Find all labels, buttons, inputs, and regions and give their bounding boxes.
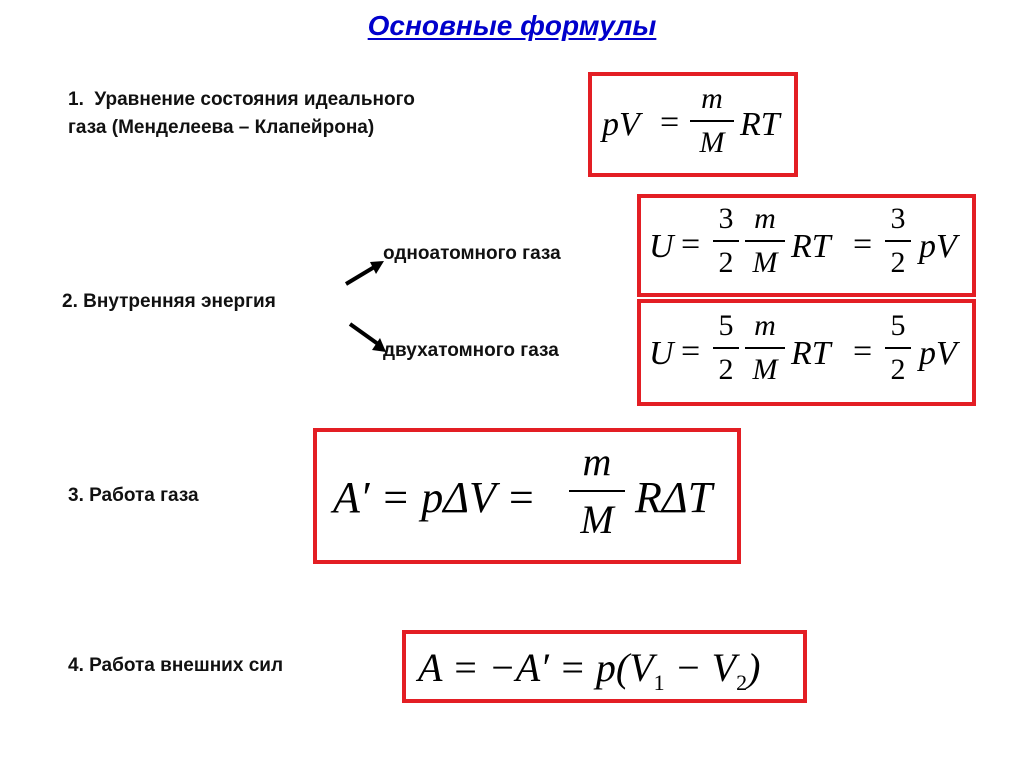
- formula3-coef2: [885, 309, 911, 387]
- formula4-fraction: [569, 440, 625, 542]
- page-title: Основные формулы: [367, 10, 657, 41]
- item1-line2: газа (Менделеева – Клапейрона): [68, 117, 375, 138]
- formula5-end: ): [747, 645, 761, 690]
- formula3-U: U: [649, 335, 674, 372]
- formula2-RT: RT: [791, 228, 831, 265]
- formula2-U: U: [649, 228, 674, 265]
- formula2-eq: =: [681, 226, 701, 263]
- formula3-pV: pV: [919, 335, 957, 372]
- formula3-mass-ratio: [745, 309, 785, 387]
- formula-box-external-work: [402, 630, 807, 703]
- formula1-fraction: [690, 82, 734, 160]
- formula5: [418, 644, 760, 696]
- formula5-sub1: 1: [653, 670, 665, 695]
- fraction-bar: [690, 120, 734, 122]
- formula3-RT: RT: [791, 335, 831, 372]
- formula5-mid: − V: [664, 645, 737, 690]
- formula3-eq: =: [681, 333, 701, 370]
- formula5-text: A = −A′ = p(V: [418, 645, 654, 690]
- arrow-down-icon: [344, 316, 394, 366]
- mass-num: m: [754, 202, 776, 235]
- formula-box-ideal-gas: [588, 72, 798, 177]
- formula1-eq: =: [660, 104, 680, 141]
- formula-box-monatomic: [637, 194, 976, 297]
- formula1-den: M: [699, 126, 725, 159]
- formula2-eq2: =: [853, 226, 873, 263]
- mass-den: M: [752, 246, 778, 279]
- fraction-bar: [745, 240, 785, 242]
- arrow-up-icon: [340, 250, 390, 300]
- fraction-bar: [713, 347, 739, 349]
- formula1-num: m: [701, 82, 723, 115]
- formula4-lhs: A′ = pΔV =: [333, 473, 536, 522]
- formula3-eq2: =: [853, 333, 873, 370]
- item4-label: 4. Работа внешних сил: [68, 655, 284, 676]
- coef-den: 2: [718, 246, 734, 279]
- fraction-bar: [885, 240, 911, 242]
- formula1-rhs: RT: [740, 106, 780, 143]
- mass-num: m: [582, 439, 612, 484]
- coef-num: 3: [890, 202, 906, 235]
- fraction-bar: [885, 347, 911, 349]
- formula2-pV: pV: [919, 228, 957, 265]
- formula2-coef: [713, 202, 739, 280]
- item3-label: 3. Работа газа: [68, 485, 199, 506]
- formula-box-gas-work: [313, 428, 741, 564]
- formula3-coef: [713, 309, 739, 387]
- coef-num: 3: [718, 202, 734, 235]
- formula4-rhs: RΔT: [635, 473, 713, 522]
- item2-sub-monatomic: одноатомного газа: [383, 243, 561, 264]
- coef-num: 5: [718, 309, 734, 342]
- coef-num: 5: [890, 309, 906, 342]
- coef-den: 2: [718, 353, 734, 386]
- coef-den: 2: [890, 353, 906, 386]
- formula1-lhs: pV: [602, 106, 640, 143]
- formula-box-diatomic: [637, 299, 976, 406]
- formula5-sub2: 2: [736, 670, 748, 695]
- item2-sub-diatomic: двухатомного газа: [383, 340, 559, 361]
- item2-label: 2. Внутренняя энергия: [62, 291, 276, 312]
- mass-den: M: [580, 497, 614, 542]
- item1-line1: 1. Уравнение состояния идеального: [68, 89, 415, 110]
- formula2-mass-ratio: [745, 202, 785, 280]
- fraction-bar: [713, 240, 739, 242]
- mass-den: M: [752, 353, 778, 386]
- fraction-bar: [569, 490, 625, 492]
- formula2-coef2: [885, 202, 911, 280]
- item1-label: [68, 86, 415, 142]
- fraction-bar: [745, 347, 785, 349]
- coef-den: 2: [890, 246, 906, 279]
- mass-num: m: [754, 309, 776, 342]
